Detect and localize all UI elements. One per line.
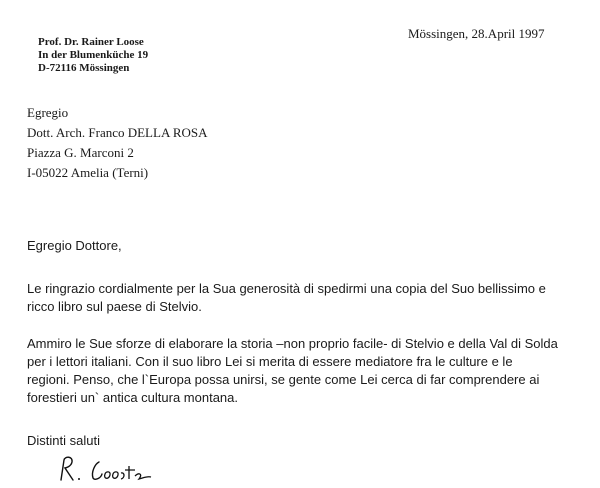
closing: Distinti saluti [27, 433, 100, 448]
paragraph-line: Ammiro le Sue sforze di elaborare la storia –non proprio facile- di Stelvio e della Val di Solda [27, 336, 558, 351]
paragraph-line: forestieri un` antica cultura montana. [27, 390, 238, 405]
paragraph-line: per i lettori italiani. Con il suo libro Lei si merita di essere mediatore fra le culture e le [27, 354, 513, 369]
recipient-address [27, 103, 208, 183]
handwritten-signature [55, 452, 175, 484]
paragraph-line: Le ringrazio cordialmente per la Sua generosità di spedirmi una copia del Suo bellissimo e [27, 281, 546, 296]
paragraph-line: regioni. Penso, che l`Europa possa unirsi, se gente come Lei cerca di far comprendere ai [27, 372, 540, 387]
paragraph-2 [27, 335, 558, 407]
letter-date: Mössingen, 28.April 1997 [408, 26, 545, 41]
recipient-street: Piazza G. Marconi 2 [27, 145, 134, 160]
sender-name: Prof. Dr. Rainer Loose [38, 36, 144, 48]
sender-address [38, 36, 148, 75]
recipient-name: Dott. Arch. Franco DELLA ROSA [27, 125, 208, 140]
sender-city: D-72116 Mössingen [38, 62, 130, 74]
sender-street: In der Blumenküche 19 [38, 49, 149, 61]
salutation: Egregio Dottore, [27, 238, 122, 253]
paragraph-line: ricco libro sul paese di Stelvio. [27, 299, 202, 314]
paragraph-1 [27, 280, 546, 316]
recipient-greeting: Egregio [27, 105, 69, 120]
recipient-city: I-05022 Amelia (Terni) [27, 165, 149, 180]
